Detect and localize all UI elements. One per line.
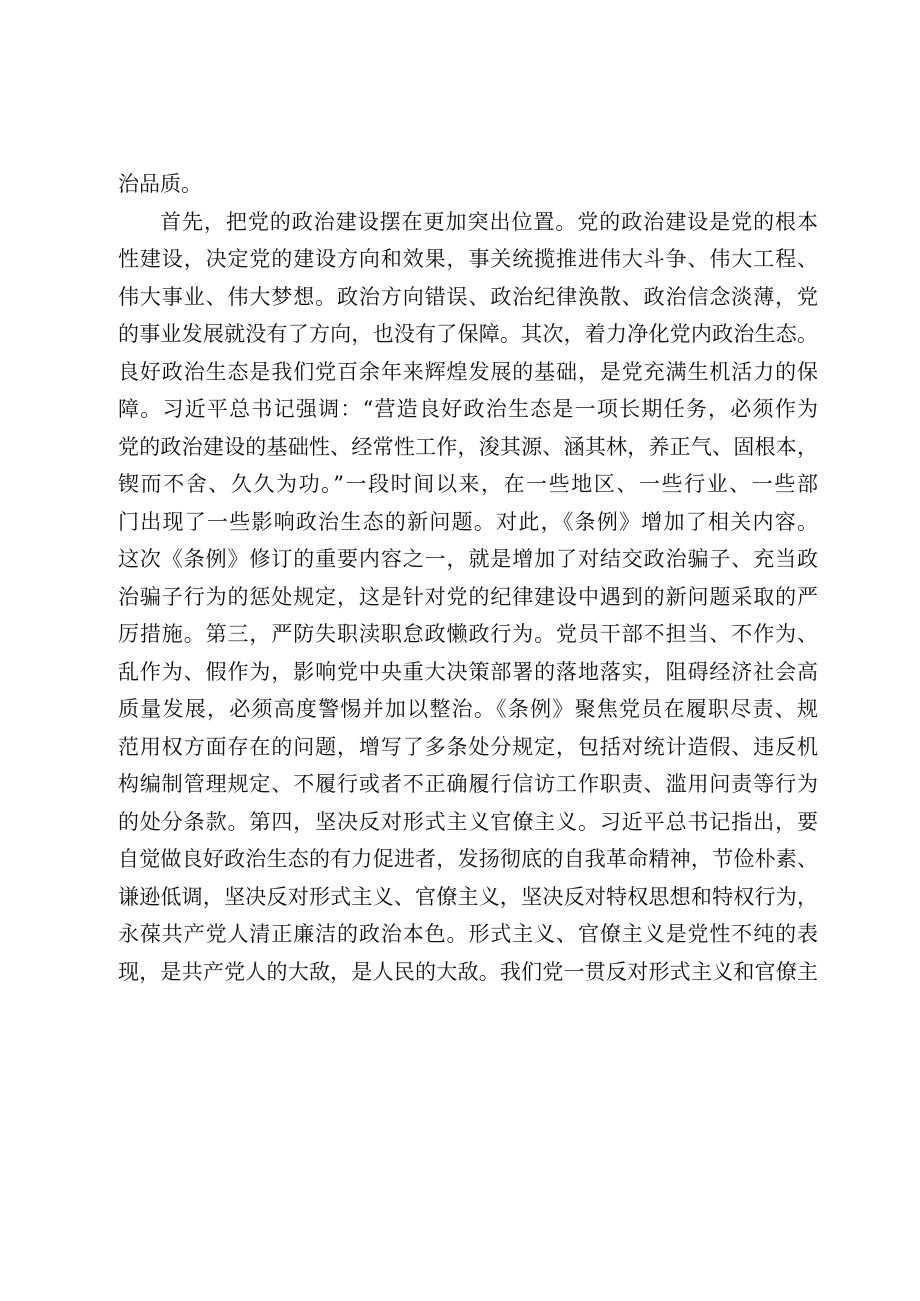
- text-line-18: 的处分条款。第四，坚决反对形式主义官僚主义。习近平总书记指出，要: [118, 809, 818, 834]
- text-line-11: 这次《条例》修订的重要内容之一，就是增加了对结交政治骗子、充当政: [118, 547, 818, 571]
- text-line-17: 构编制管理规定、不履行或者不正确履行信访工作职责、滥用问责等行为: [118, 772, 818, 796]
- text-line-3: 性建设，决定党的建设方向和效果，事关统揽推进伟大斗争、伟大工程、: [118, 247, 818, 271]
- text-line-16: 范用权方面存在的问题，增写了多条处分规定，包括对统计造假、违反机: [118, 734, 818, 759]
- text-line-6: 良好政治生态是我们党百余年来辉煌发展的基础，是党充满生机活力的保: [118, 359, 818, 384]
- text-line-10: 门出现了一些影响政治生态的新问题。对此，《条例》增加了相关内容。: [118, 509, 818, 534]
- text-line-2: 首先，把党的政治建设摆在更加突出位置。党的政治建设是党的根本: [160, 209, 818, 234]
- text-line-9: 锲而不舍、久久为功。”一段时间以来，在一些地区、一些行业、一些部: [118, 472, 818, 496]
- text-line-12: 治骗子行为的惩处规定，这是针对党的纪律建设中遇到的新问题采取的严: [118, 584, 818, 609]
- text-line-7: 障。习近平总书记强调：“营造良好政治生态是一项长期任务，必须作为: [118, 397, 818, 421]
- text-line-14: 乱作为、假作为，影响党中央重大决策部署的落地落实，阻碍经济社会高: [118, 659, 818, 684]
- text-line-8: 党的政治建设的基础性、经常性工作，浚其源、涵其林，养正气、固根本，: [118, 434, 818, 459]
- text-line-1: 治品质。: [118, 172, 202, 196]
- text-line-5: 的事业发展就没有了方向，也没有了保障。其次，着力净化党内政治生态。: [118, 322, 818, 346]
- text-line-19: 自觉做良好政治生态的有力促进者，发扬彻底的自我革命精神，节俭朴素、: [118, 847, 818, 871]
- text-line-13: 厉措施。第三，严防失职渎职怠政懒政行为。党员干部不担当、不作为、: [118, 622, 818, 646]
- text-line-20: 谦逊低调，坚决反对形式主义、官僚主义，坚决反对特权思想和特权行为，: [118, 884, 818, 909]
- text-line-22: 现，是共产党人的大敌，是人民的大敌。我们党一贯反对形式主义和官僚主: [118, 959, 818, 984]
- text-line-21: 永葆共产党人清正廉洁的政治本色。形式主义、官僚主义是党性不纯的表: [118, 922, 818, 946]
- body-text: [118, 166, 818, 991]
- text-line-15: 质量发展，必须高度警惕并加以整治。《条例》聚焦党员在履职尽责、规: [118, 697, 818, 721]
- text-line-4: 伟大事业、伟大梦想。政治方向错误、政治纪律涣散、政治信念淡薄，党: [118, 284, 818, 309]
